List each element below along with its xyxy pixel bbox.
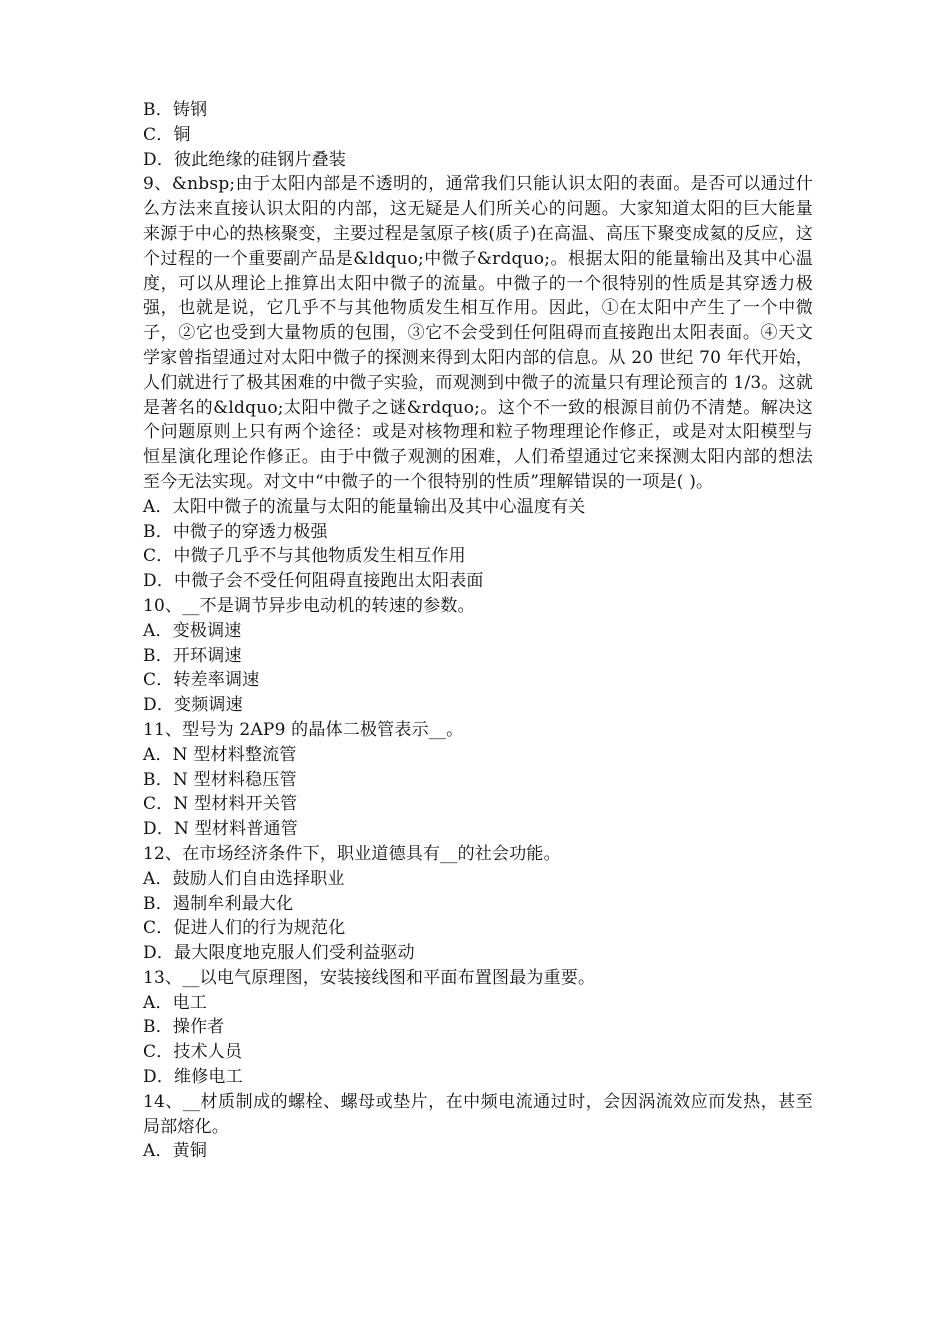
question-13-text: 13、__以电气原理图，安装接线图和平面布置图最为重要。 xyxy=(143,967,596,988)
document-page xyxy=(143,98,813,1164)
question-11-option-c: C．N 型材料开关管 xyxy=(143,794,298,815)
question-10-option-d: D．变频调速 xyxy=(143,695,243,716)
question-10-option-a: A．变极调速 xyxy=(143,620,242,641)
question-12-option-c: C．促进人们的行为规范化 xyxy=(143,918,346,939)
question-11-text: 11、型号为 2AP9 的晶体二极管表示__。 xyxy=(143,719,464,740)
option-c-prev: C．铜 xyxy=(143,124,191,145)
question-13-option-d: D．维修电工 xyxy=(143,1067,243,1088)
question-13-option-c: C．技术人员 xyxy=(143,1042,243,1063)
question-12-option-b: B．遏制牟利最大化 xyxy=(143,893,294,914)
question-10-text: 10、__不是调节异步电动机的转速的参数。 xyxy=(143,595,475,616)
question-9-text: 9、&nbsp;由于太阳内部是不透明的，通常我们只能认识太阳的表面。是否可以通过什么方法来直接认识太阳的内部，这无疑是人们所关心的问题。大家知道太阳的巨大能量来源于中心的热核聚变，主要过程是氢原子核(质子)在高温、高压下聚变成氦的反应，这个过程的一个重要副产品是&ldquo;中微子&rdquo;。根据太阳的能量输出及其中心温度，可以从理论上推算出太阳中微子的流量。中微子的一个很特别的性质是其穿透力极强，也就是说，它几乎不与其他物质发生相互作用。因此，①在太阳中产生了一个中微子，②它也受到大量物质的包围，③它不会受到任何阻碍而直接跑出太阳表面。④天文学家曾指望通过对太阳中微子的探测来得到太阳内部的信息。从 20 世纪 70 年代开始，人们就进行了极其困难的中微子实验，而观测到中微子的流量只有理论预言的 1/3。这就是著名的&ldquo;太阳中微子之谜&rdquo;。这个不一致的根源目前仍不清楚。解决这个问题原则上只有两个途径：或是对核物理和粒子物理理论作修正，或是对太阳模型与恒星演化理论作修正。由于中微子观测的困难，人们希望通过它来探测太阳内部的想法至今无法实现。对文中“中微子的一个很特别的性质”理解错误的一项是( )。 xyxy=(143,174,813,492)
question-13-option-b: B．操作者 xyxy=(143,1017,225,1038)
option-d-prev: D．彼此绝缘的硅钢片叠装 xyxy=(143,149,347,170)
question-14-text: 14、__材质制成的螺栓、螺母或垫片，在中频电流通过时，会因涡流效应而发热，甚至局部熔化。 xyxy=(143,1091,813,1137)
question-9-option-a: A．太阳中微子的流量与太阳的能量输出及其中心温度有关 xyxy=(143,496,586,517)
question-9-option-c: C．中微子几乎不与其他物质发生相互作用 xyxy=(143,546,466,567)
question-12-option-d: D．最大限度地克服人们受利益驱动 xyxy=(143,943,415,964)
question-11-option-d: D．N 型材料普通管 xyxy=(143,819,298,840)
question-11-option-b: B．N 型材料稳压管 xyxy=(143,769,297,790)
question-14-option-a: A．黄铜 xyxy=(143,1141,208,1162)
question-13-option-a: A．电工 xyxy=(143,992,208,1013)
question-12-option-a: A．鼓励人们自由选择职业 xyxy=(143,868,345,889)
question-11-option-a: A．N 型材料整流管 xyxy=(143,744,297,765)
question-10-option-b: B．开环调速 xyxy=(143,645,242,666)
question-9-option-d: D．中微子会不受任何阻碍直接跑出太阳表面 xyxy=(143,571,484,592)
option-b-prev: B．铸钢 xyxy=(143,100,208,120)
question-12-text: 12、在市场经济条件下，职业道德具有__的社会功能。 xyxy=(143,843,561,864)
question-9-option-b: B．中微子的穿透力极强 xyxy=(143,521,328,542)
question-10-option-c: C．转差率调速 xyxy=(143,670,260,691)
